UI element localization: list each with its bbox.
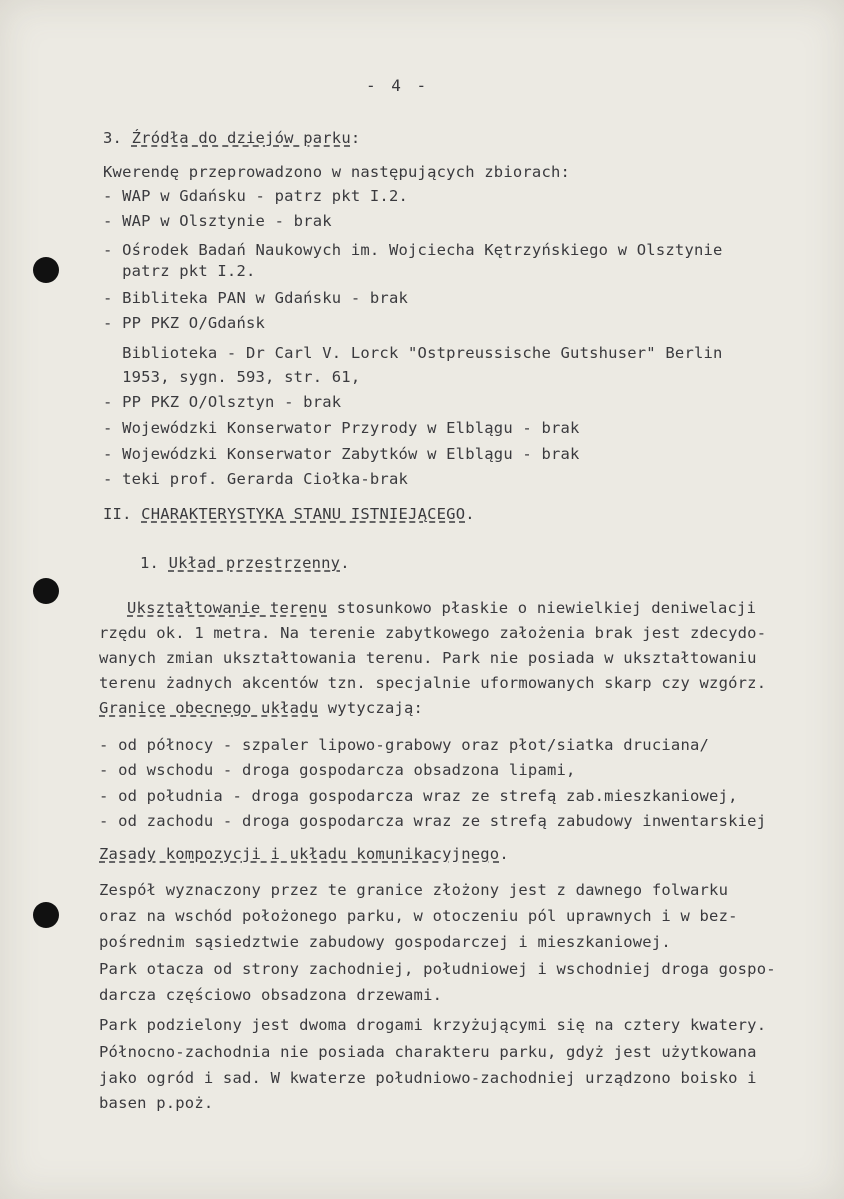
paragraph-line: wanych zmian ukształtowania terenu. Park nie posiada w ukształtowaniu [99, 649, 757, 667]
paragraph-line: darcza częściowo obsadzona drzewami. [99, 986, 443, 1004]
list-item: - WAP w Gdańsku - patrz pkt I.2. [103, 187, 409, 205]
bounds-lead: Granice obecnego układu [99, 699, 319, 717]
section-title-suffix: : [350, 129, 361, 147]
list-item: - Ośrodek Badań Naukowych im. Wojciecha Kętrzyńskiego w Olsztynie [103, 241, 723, 259]
paragraph-line: Park podzielony jest dwoma drogami krzyżującymi się na cztery kwatery. [99, 1016, 767, 1034]
bounds-text: wytyczają: [318, 699, 424, 717]
paragraph-line: basen p.poż. [99, 1094, 214, 1112]
list-item: - WAP w Olsztynie - brak [103, 212, 332, 230]
list-item: Biblioteka - Dr Carl V. Lorck "Ostpreussische Gutshuser" Berlin [103, 344, 723, 362]
composition-heading [99, 844, 509, 864]
list-item: - od wschodu - droga gospodarcza obsadzona lipami, [99, 761, 576, 779]
list-item: - od północy - szpaler lipowo-grabowy oraz płot/siatka druciana/ [99, 736, 710, 754]
punch-hole [33, 257, 59, 283]
terrain-paragraph-line [127, 598, 756, 618]
list-item: - Wojewódzki Konserwator Przyrody w Elblągu - brak [103, 419, 580, 437]
intro-text: Kwerendę przeprowadzono w następujących zbiorach: [103, 163, 571, 181]
section-title: Źródła do dziejów parku [131, 129, 351, 147]
punch-hole [33, 578, 59, 604]
terrain-text: stosunkowo płaskie o niewielkiej deniwelacji [327, 599, 757, 617]
terrain-lead: Ukształtowanie terenu [127, 599, 328, 617]
subsection-title: Układ przestrzenny [168, 554, 341, 572]
paragraph-line: Zespół wyznaczony przez te granice złożony jest z dawnego folwarku [99, 881, 729, 899]
subsection-title-suffix: . [340, 554, 350, 572]
bounds-intro [99, 698, 423, 718]
paragraph-line: terenu żadnych akcentów tzn. specjalnie uformowanych skarp czy wzgórz. [99, 674, 767, 692]
section-3-heading [103, 128, 360, 148]
subsection-1-heading [140, 553, 350, 573]
list-item: patrz pkt I.2. [103, 262, 256, 280]
paragraph-line: Północno-zachodnia nie posiada charakteru parku, gdyż jest użytkowana [99, 1043, 757, 1061]
list-item: 1953, sygn. 593, str. 61, [103, 368, 361, 386]
subsection-number: 1. [140, 554, 160, 572]
composition-title: Zasady kompozycji i układu komunikacyjnego [99, 845, 500, 863]
paragraph-line: jako ogród i sad. W kwaterze południowo-zachodniej urządzono boisko i [99, 1069, 757, 1087]
paragraph-line: Park otacza od strony zachodniej, południowej i wschodniej droga gospo- [99, 960, 776, 978]
list-item: - od południa - droga gospodarcza wraz ze strefą zab.mieszkaniowej, [99, 787, 738, 805]
part-title: CHARAKTERYSTYKA STANU ISTNIEJĄCEGO [141, 505, 466, 523]
page-number: - 4 - [366, 76, 430, 95]
list-item: - od zachodu - droga gospodarcza wraz ze strefą zabudowy inwentarskiej [99, 812, 767, 830]
punch-hole [33, 902, 59, 928]
composition-title-suffix: . [499, 845, 509, 863]
part-number: II. [103, 505, 132, 523]
list-item: - Wojewódzki Konserwator Zabytków w Elblągu - brak [103, 445, 580, 463]
part-title-suffix: . [465, 505, 475, 523]
list-item: - teki prof. Gerarda Ciołka-brak [103, 470, 409, 488]
list-item: - PP PKZ O/Gdańsk [103, 314, 266, 332]
section-number: 3. [103, 129, 123, 147]
list-item: - PP PKZ O/Olsztyn - brak [103, 393, 342, 411]
part-2-heading [103, 504, 475, 524]
paragraph-line: pośrednim sąsiedztwie zabudowy gospodarczej i mieszkaniowej. [99, 933, 671, 951]
paragraph-line: oraz na wschód położonego parku, w otoczeniu pól uprawnych i w bez- [99, 907, 738, 925]
list-item: - Bibliteka PAN w Gdańsku - brak [103, 289, 409, 307]
paragraph-line: rzędu ok. 1 metra. Na terenie zabytkowego założenia brak jest zdecydo- [99, 624, 767, 642]
